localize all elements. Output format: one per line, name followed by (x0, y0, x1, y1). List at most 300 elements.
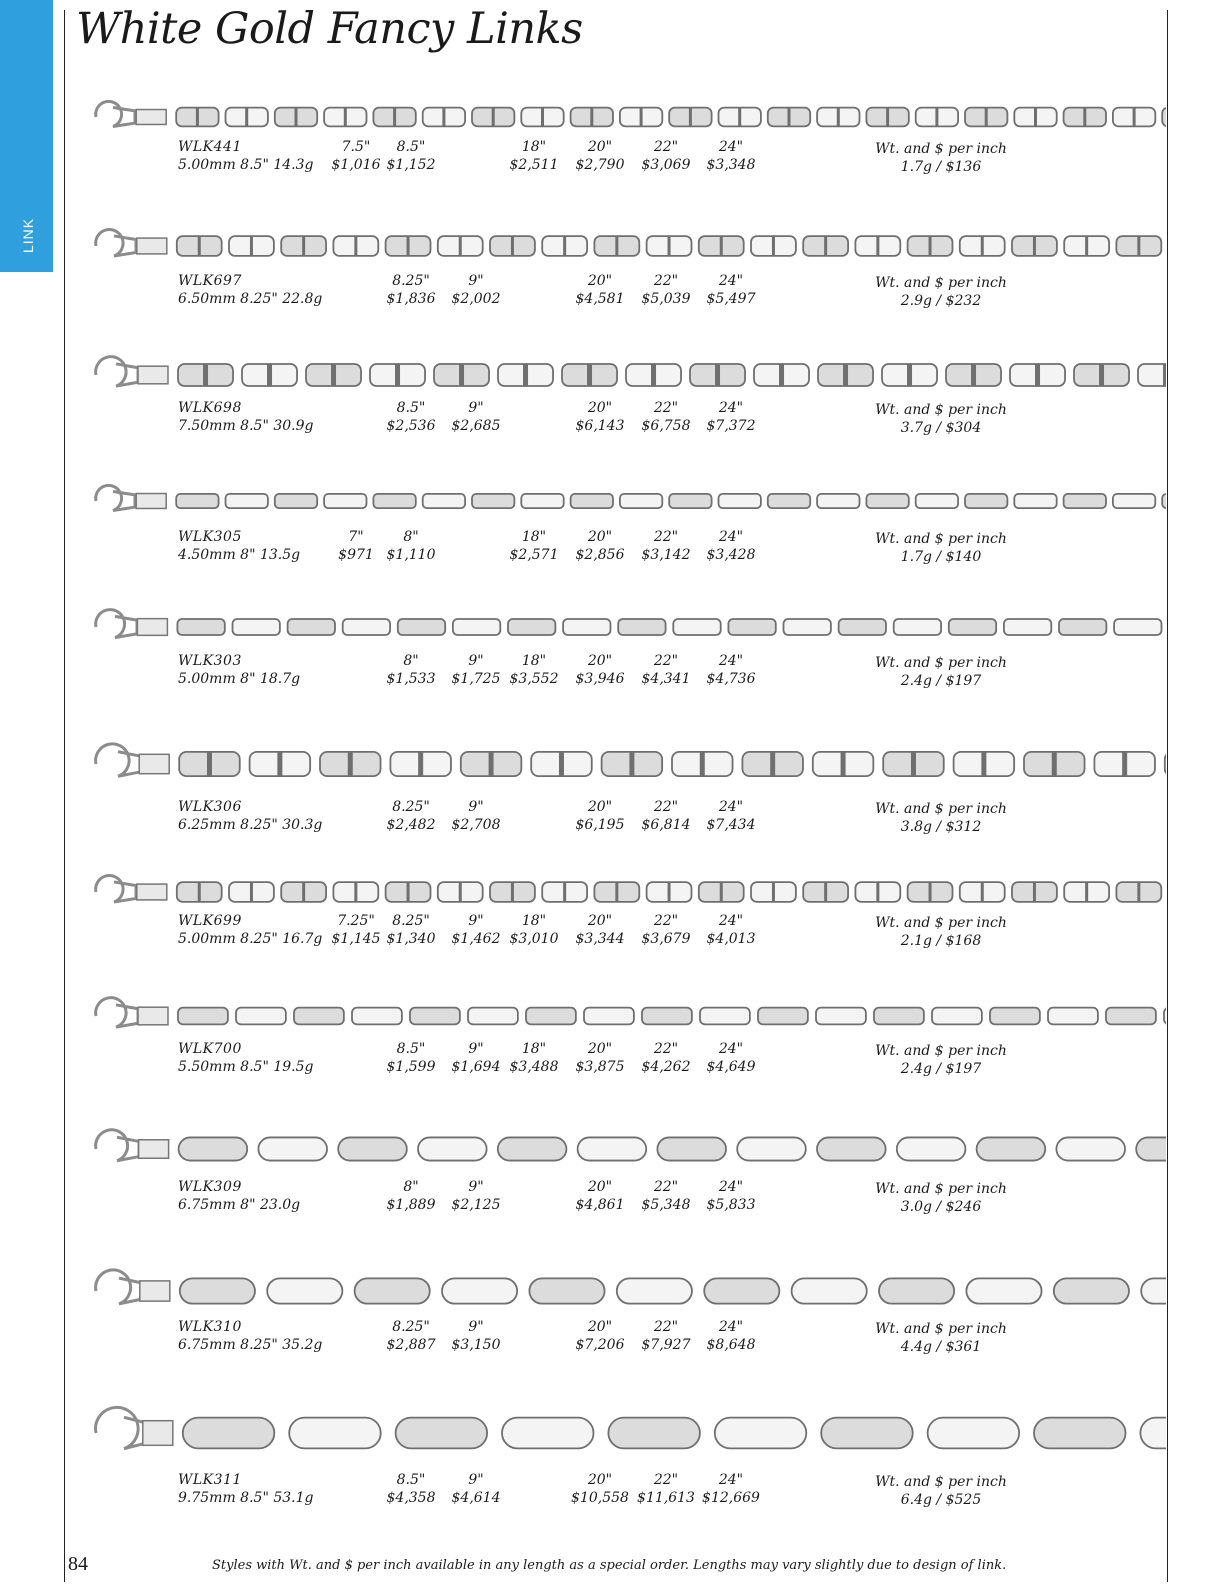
chain-illustration (86, 484, 1166, 524)
clasp-body (139, 754, 169, 773)
length-label: 8.5" (396, 400, 426, 416)
length-label: 7" (348, 529, 364, 545)
price-value: $971 (338, 547, 374, 563)
chain-link (966, 1278, 1041, 1303)
chain-link (704, 1278, 779, 1303)
length-label: 9" (468, 653, 484, 669)
length-label: 24" (718, 1319, 744, 1335)
chain-link (410, 1008, 460, 1025)
page-title: White Gold Fancy Links (76, 4, 583, 54)
length-label: 22" (653, 653, 679, 669)
chain-link (453, 619, 500, 635)
lobster-clasp-icon (96, 1270, 141, 1304)
product-code: WLK441 (178, 139, 242, 155)
chain-illustration (86, 996, 1166, 1042)
lobster-clasp-icon (96, 1407, 146, 1448)
per-inch-label: Wt. and $ per inch (875, 1321, 1007, 1337)
product-code: WLK698 (178, 400, 242, 416)
chain-image (86, 874, 1166, 916)
chain-link (508, 619, 555, 635)
price-value: $1,462 (451, 931, 501, 947)
chain-link (673, 619, 720, 635)
length-label: 9" (468, 913, 484, 929)
per-inch-label: Wt. and $ per inch (875, 402, 1007, 418)
clasp-body (138, 1007, 168, 1025)
price-value: $3,069 (641, 157, 691, 173)
clasp-body (140, 1281, 170, 1301)
price-value: $3,142 (641, 547, 691, 563)
footer-note: Styles with Wt. and $ per inch available in any length as a special order. Lengths may vary slightly due to design of link. (212, 1558, 1007, 1573)
length-label: 18" (521, 529, 547, 545)
length-label: 20" (587, 799, 613, 815)
price-value: $4,861 (575, 1197, 625, 1213)
product-spec: 6.25mm 8.25" 30.3g (178, 817, 323, 833)
price-value: $1,533 (386, 671, 436, 687)
length-label: 18" (521, 653, 547, 669)
length-label: 8" (403, 1179, 419, 1195)
product-code: WLK310 (178, 1319, 242, 1335)
price-value: $2,125 (451, 1197, 501, 1213)
per-inch-label: Wt. and $ per inch (875, 655, 1007, 671)
per-inch-label: Wt. and $ per inch (875, 801, 1007, 817)
clasp-body (136, 110, 166, 125)
length-label: 7.25" (337, 913, 375, 929)
length-label: 24" (718, 273, 744, 289)
chain-link (620, 494, 662, 508)
chain-illustration (86, 1128, 1166, 1176)
price-value: $7,434 (706, 817, 756, 833)
price-value: $12,669 (702, 1490, 760, 1506)
product-code: WLK699 (178, 913, 242, 929)
price-value: $10,558 (571, 1490, 629, 1506)
length-label: 24" (718, 529, 744, 545)
length-label: 9" (468, 273, 484, 289)
lobster-clasp-icon (96, 744, 140, 776)
product-code: WLK700 (178, 1041, 242, 1057)
chain-link (817, 494, 859, 508)
length-label: 20" (587, 400, 613, 416)
price-value: $2,790 (575, 157, 625, 173)
product-code: WLK311 (178, 1472, 242, 1488)
price-value: $6,814 (641, 817, 691, 833)
price-value: $3,946 (575, 671, 625, 687)
length-label: 20" (587, 653, 613, 669)
chain-link (267, 1278, 342, 1303)
product-code: WLK303 (178, 653, 242, 669)
chain-link (179, 1137, 248, 1160)
chain-link (916, 494, 958, 508)
chain-illustration (86, 874, 1166, 916)
length-label: 8.25" (392, 273, 430, 289)
chain-image (86, 996, 1166, 1042)
clasp-body (137, 884, 167, 900)
chain-link (398, 619, 445, 635)
price-value: $3,344 (575, 931, 625, 947)
chain-link (642, 1008, 692, 1025)
length-label: 8.25" (392, 1319, 430, 1335)
price-value: $1,152 (386, 157, 436, 173)
price-value: $3,875 (575, 1059, 625, 1075)
length-label: 18" (521, 1041, 547, 1057)
chain-illustration (86, 100, 1166, 140)
length-label: 18" (521, 913, 547, 929)
per-inch-value: 3.0g / $246 (900, 1199, 982, 1215)
chain-link (294, 1008, 344, 1025)
product-spec: 5.00mm 8.5" 14.3g (178, 157, 314, 173)
length-label: 9" (468, 1041, 484, 1057)
lobster-clasp-icon (96, 610, 137, 638)
chain-link (258, 1137, 327, 1160)
chain-image (86, 608, 1166, 652)
chain-link (526, 1008, 576, 1025)
per-inch-label: Wt. and $ per inch (875, 531, 1007, 547)
product-spec: 7.50mm 8.5" 30.9g (178, 418, 314, 434)
product-row (66, 355, 1166, 475)
length-label: 8" (403, 529, 419, 545)
price-value: $7,927 (641, 1337, 691, 1353)
lobster-clasp-icon (96, 876, 136, 903)
length-label: 8.5" (396, 139, 426, 155)
length-label: 24" (718, 400, 744, 416)
chain-link (737, 1137, 806, 1160)
chain-link (928, 1418, 1020, 1449)
chain-link (355, 1278, 430, 1303)
chain-link (669, 494, 711, 508)
per-inch-label: Wt. and $ per inch (875, 275, 1007, 291)
price-value: $3,010 (509, 931, 559, 947)
chain-link (233, 619, 280, 635)
length-label: 20" (587, 913, 613, 929)
length-label: 22" (653, 139, 679, 155)
length-label: 9" (468, 1472, 484, 1488)
length-label: 9" (468, 400, 484, 416)
price-value: $2,002 (451, 291, 501, 307)
price-value: $2,536 (386, 418, 436, 434)
product-row (66, 996, 1166, 1116)
chain-link (990, 1008, 1040, 1025)
chain-illustration (86, 608, 1166, 652)
chain-illustration (86, 355, 1166, 401)
chain-link (529, 1278, 604, 1303)
chain-link (521, 494, 563, 508)
chain-link (897, 1137, 966, 1160)
chain-link (468, 1008, 518, 1025)
chain-link (396, 1418, 488, 1449)
price-value: $1,340 (386, 931, 436, 947)
length-label: 24" (718, 1041, 744, 1057)
chain-link (236, 1008, 286, 1025)
length-label: 7.5" (341, 139, 371, 155)
price-value: $4,341 (641, 671, 691, 687)
chain-link (472, 494, 514, 508)
per-inch-label: Wt. and $ per inch (875, 141, 1007, 157)
price-value: $4,358 (386, 1490, 436, 1506)
product-spec: 6.75mm 8.25" 35.2g (178, 1337, 323, 1353)
price-value: $6,195 (575, 817, 625, 833)
product-spec: 4.50mm 8" 13.5g (178, 547, 301, 563)
chain-link (226, 494, 268, 508)
per-inch-value: 2.1g / $168 (900, 933, 982, 949)
chain-link (1004, 619, 1051, 635)
per-inch-value: 4.4g / $361 (900, 1339, 982, 1355)
chain-link (498, 1137, 567, 1160)
per-inch-label: Wt. and $ per inch (875, 1043, 1007, 1059)
chain-link (288, 619, 335, 635)
price-value: $2,708 (451, 817, 501, 833)
chain-image (86, 355, 1166, 401)
chain-link (758, 1008, 808, 1025)
chain-link (418, 1137, 487, 1160)
length-label: 22" (653, 799, 679, 815)
price-value: $2,887 (386, 1337, 436, 1353)
product-row (66, 484, 1166, 604)
price-value: $1,889 (386, 1197, 436, 1213)
chain-link (1059, 619, 1106, 635)
chain-image (86, 1128, 1166, 1176)
chain-link (1162, 494, 1166, 508)
chain-link (442, 1278, 517, 1303)
length-label: 20" (587, 1041, 613, 1057)
per-inch-value: 3.8g / $312 (900, 819, 982, 835)
product-row (66, 228, 1166, 348)
price-value: $3,679 (641, 931, 691, 947)
chain-link (894, 619, 941, 635)
chain-link (1138, 364, 1166, 386)
chain-link (617, 1278, 692, 1303)
price-value: $5,039 (641, 291, 691, 307)
per-inch-value: 2.4g / $197 (900, 1061, 982, 1077)
price-value: $4,649 (706, 1059, 756, 1075)
chain-link (563, 619, 610, 635)
chain-link (821, 1418, 913, 1449)
product-spec: 5.00mm 8.25" 16.7g (178, 931, 323, 947)
chain-link (792, 1278, 867, 1303)
price-value: $2,685 (451, 418, 501, 434)
product-code: WLK309 (178, 1179, 242, 1195)
chain-link (1140, 1418, 1166, 1449)
chain-image (86, 1405, 1166, 1467)
price-value: $4,013 (706, 931, 756, 947)
clasp-body (138, 366, 168, 384)
chain-link (618, 619, 665, 635)
chain-link (932, 1008, 982, 1025)
chain-link (608, 1418, 700, 1449)
chain-link (178, 1008, 228, 1025)
chain-link (571, 494, 613, 508)
chain-link (1164, 1008, 1166, 1025)
product-spec: 6.50mm 8.25" 22.8g (178, 291, 323, 307)
price-value: $1,145 (331, 931, 381, 947)
chain-link (578, 1137, 647, 1160)
chain-link (324, 494, 366, 508)
price-value: $1,725 (451, 671, 501, 687)
chain-link (879, 1278, 954, 1303)
product-row (66, 742, 1166, 862)
chain-link (343, 619, 390, 635)
price-value: $1,836 (386, 291, 436, 307)
price-value: $2,856 (575, 547, 625, 563)
chain-link (715, 1418, 807, 1449)
length-label: 22" (653, 273, 679, 289)
product-row (66, 1268, 1166, 1388)
price-value: $1,599 (386, 1059, 436, 1075)
price-value: $2,571 (509, 547, 559, 563)
chain-link (1162, 108, 1166, 127)
chain-link (1165, 752, 1166, 776)
product-code: WLK697 (178, 273, 242, 289)
chain-link (949, 619, 996, 635)
length-label: 22" (653, 913, 679, 929)
chain-link (728, 619, 775, 635)
chain-link (965, 494, 1007, 508)
price-value: $5,833 (706, 1197, 756, 1213)
chain-link (1141, 1278, 1166, 1303)
price-value: $6,758 (641, 418, 691, 434)
length-label: 8.5" (396, 1472, 426, 1488)
price-value: $7,372 (706, 418, 756, 434)
chain-link (816, 1008, 866, 1025)
chain-image (86, 100, 1166, 140)
product-spec: 6.75mm 8" 23.0g (178, 1197, 301, 1213)
price-value: $4,736 (706, 671, 756, 687)
chain-illustration (86, 228, 1166, 270)
chain-link (817, 1137, 886, 1160)
chain-link (1054, 1278, 1129, 1303)
chain-link (289, 1418, 381, 1449)
price-value: $4,262 (641, 1059, 691, 1075)
price-value: $3,150 (451, 1337, 501, 1353)
price-value: $7,206 (575, 1337, 625, 1353)
per-inch-value: 3.7g / $304 (900, 420, 982, 436)
chain-link (1064, 494, 1106, 508)
price-value: $2,482 (386, 817, 436, 833)
length-label: 24" (718, 139, 744, 155)
price-value: $3,348 (706, 157, 756, 173)
product-spec: 9.75mm 8.5" 53.1g (178, 1490, 314, 1506)
length-label: 20" (587, 139, 613, 155)
chain-link (874, 1008, 924, 1025)
price-value: $1,110 (386, 547, 436, 563)
product-code: WLK306 (178, 799, 242, 815)
chain-link (1034, 1418, 1126, 1449)
price-value: $11,613 (637, 1490, 695, 1506)
lobster-clasp-icon (96, 998, 138, 1028)
per-inch-label: Wt. and $ per inch (875, 1181, 1007, 1197)
length-label: 9" (468, 1179, 484, 1195)
per-inch-value: 6.4g / $525 (900, 1492, 982, 1508)
length-label: 22" (653, 1472, 679, 1488)
chain-link (866, 494, 908, 508)
price-value: $5,348 (641, 1197, 691, 1213)
per-inch-value: 2.9g / $232 (900, 293, 982, 309)
price-value: $3,428 (706, 547, 756, 563)
product-code: WLK305 (178, 529, 242, 545)
chain-link (977, 1137, 1046, 1160)
length-label: 8.25" (392, 913, 430, 929)
length-label: 18" (521, 139, 547, 155)
chain-illustration (86, 1268, 1166, 1320)
length-label: 22" (653, 400, 679, 416)
length-label: 22" (653, 1319, 679, 1335)
chain-link (1048, 1008, 1098, 1025)
price-value: $3,552 (509, 671, 559, 687)
length-label: 8.25" (392, 799, 430, 815)
length-label: 9" (468, 799, 484, 815)
price-value: $8,648 (706, 1337, 756, 1353)
per-inch-value: 1.7g / $136 (900, 159, 982, 175)
chain-link (1106, 1008, 1156, 1025)
length-label: 24" (718, 1472, 744, 1488)
chain-illustration (86, 1405, 1166, 1467)
product-row (66, 608, 1166, 728)
price-value: $2,511 (509, 157, 559, 173)
chain-link (719, 494, 761, 508)
price-value: $5,497 (706, 291, 756, 307)
chain-link (423, 494, 465, 508)
chain-image (86, 228, 1166, 270)
chain-image (86, 742, 1166, 792)
price-value: $4,581 (575, 291, 625, 307)
chain-link (176, 494, 218, 508)
chain-link (502, 1418, 594, 1449)
chain-link (1136, 1137, 1166, 1160)
side-tab (0, 0, 53, 272)
length-label: 9" (468, 1319, 484, 1335)
side-tab-label: LINK (20, 217, 36, 253)
per-inch-value: 1.7g / $140 (900, 549, 982, 565)
chain-link (584, 1008, 634, 1025)
length-label: 20" (587, 273, 613, 289)
price-value: $3,488 (509, 1059, 559, 1075)
length-label: 24" (718, 1179, 744, 1195)
product-row (66, 100, 1166, 220)
chain-link (1114, 619, 1161, 635)
chain-link (839, 619, 886, 635)
chain-link (338, 1137, 407, 1160)
product-row (66, 874, 1166, 994)
price-value: $4,614 (451, 1490, 501, 1506)
clasp-body (137, 619, 167, 636)
chain-link (183, 1418, 275, 1449)
length-label: 22" (653, 529, 679, 545)
product-spec: 5.50mm 8.5" 19.5g (178, 1059, 314, 1075)
chain-link (1014, 494, 1056, 508)
length-label: 22" (653, 1179, 679, 1195)
lobster-clasp-icon (96, 101, 135, 126)
per-inch-label: Wt. and $ per inch (875, 1474, 1007, 1490)
product-spec: 5.00mm 8" 18.7g (178, 671, 301, 687)
chain-link (1056, 1137, 1125, 1160)
chain-link (768, 494, 810, 508)
chain-link (700, 1008, 750, 1025)
per-inch-value: 2.4g / $197 (900, 673, 982, 689)
lobster-clasp-icon (96, 1130, 139, 1161)
length-label: 8" (403, 653, 419, 669)
chain-link (1113, 494, 1155, 508)
clasp-body (137, 238, 167, 254)
clasp-body (139, 1140, 169, 1158)
chain-link (784, 619, 831, 635)
length-label: 20" (587, 1319, 613, 1335)
length-label: 24" (718, 653, 744, 669)
chain-image (86, 484, 1166, 524)
length-label: 22" (653, 1041, 679, 1057)
chain-illustration (86, 742, 1166, 792)
chain-link (657, 1137, 726, 1160)
lobster-clasp-icon (96, 485, 135, 510)
lobster-clasp-icon (96, 357, 138, 387)
lobster-clasp-icon (96, 230, 136, 257)
